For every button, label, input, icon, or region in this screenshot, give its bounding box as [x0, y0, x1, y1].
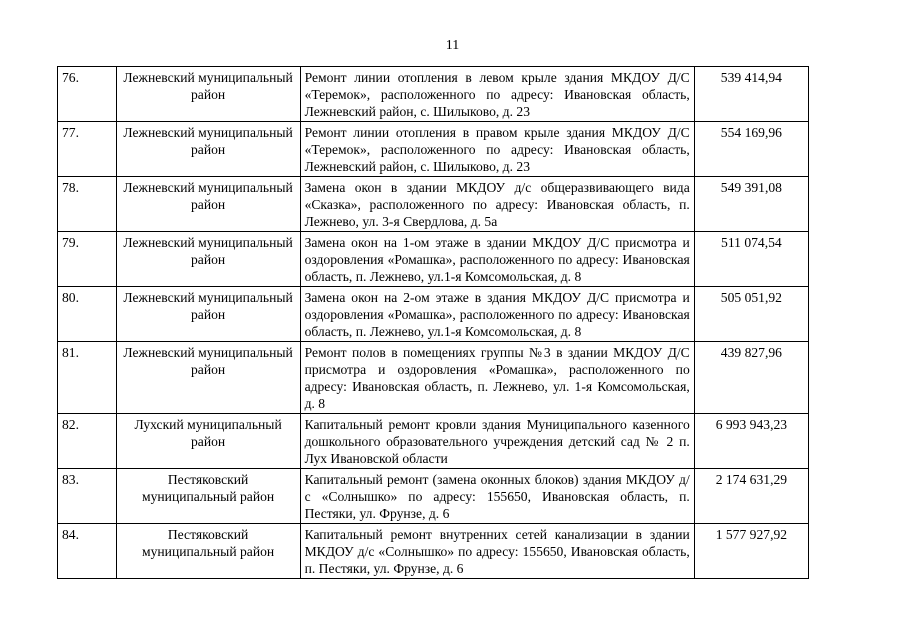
- work-description: Капитальный ремонт кровли здания Муниципального казенного дошкольного образовательного учреждения детский сад № 2 п. Лух Ивановской области: [300, 414, 694, 469]
- row-number: 76.: [58, 67, 117, 122]
- amount: 505 051,92: [694, 287, 808, 342]
- district-name: Лежневский муниципальный район: [116, 122, 300, 177]
- work-description: Ремонт полов в помещениях группы №3 в здании МКДОУ Д/С присмотра и оздоровления «Ромашка», расположенного по адресу: Ивановская область, п. Лежнево, ул. 1-я Комсомольская, д. 8: [300, 342, 694, 414]
- district-name: Лежневский муниципальный район: [116, 232, 300, 287]
- table-row: [58, 469, 809, 524]
- amount: 2 174 631,29: [694, 469, 808, 524]
- page-number: 11: [445, 38, 460, 53]
- table-row: [58, 122, 809, 177]
- table-row: [58, 177, 809, 232]
- work-description: Ремонт линии отопления в правом крыле здания МКДОУ Д/С «Теремок», расположенного по адресу: Ивановская область, Лежневский район, с. Шилыково, д. 23: [300, 122, 694, 177]
- table-row: [58, 414, 809, 469]
- row-number: 78.: [58, 177, 117, 232]
- amount: 1 577 927,92: [694, 524, 808, 579]
- district-name: Лежневский муниципальный район: [116, 342, 300, 414]
- district-name: Пестяковский муниципальный район: [116, 524, 300, 579]
- table-row: [58, 342, 809, 414]
- funding-table: [57, 66, 809, 579]
- amount: 6 993 943,23: [694, 414, 808, 469]
- work-description: Ремонт линии отопления в левом крыле здания МКДОУ Д/С «Теремок», расположенного по адресу: Ивановская область, Лежневский район, с. Шилыково, д. 23: [300, 67, 694, 122]
- row-number: 82.: [58, 414, 117, 469]
- table-row: [58, 524, 809, 579]
- table-row: [58, 232, 809, 287]
- amount: 554 169,96: [694, 122, 808, 177]
- row-number: 81.: [58, 342, 117, 414]
- row-number: 77.: [58, 122, 117, 177]
- amount: 539 414,94: [694, 67, 808, 122]
- district-name: Пестяковский муниципальный район: [116, 469, 300, 524]
- row-number: 79.: [58, 232, 117, 287]
- row-number: 80.: [58, 287, 117, 342]
- amount: 511 074,54: [694, 232, 808, 287]
- work-description: Замена окон на 1-ом этаже в здании МКДОУ Д/С присмотра и оздоровления «Ромашка», расположенного по адресу: Ивановская область, п. Лежнево, ул.1-я Комсомольская, д. 8: [300, 232, 694, 287]
- table-row: [58, 287, 809, 342]
- work-description: Капитальный ремонт (замена оконных блоков) здания МКДОУ д/с «Солнышко» по адресу: 155650, Ивановская область, п. Пестяки, ул. Фрунзе, д. 6: [300, 469, 694, 524]
- amount: 549 391,08: [694, 177, 808, 232]
- work-description: Замена окон на 2-ом этаже в здания МКДОУ Д/С присмотра и оздоровления «Ромашка», расположенного по адресу: Ивановская область, п. Лежнево, ул.1-я Комсомольская, д. 8: [300, 287, 694, 342]
- district-name: Лухский муниципальный район: [116, 414, 300, 469]
- row-number: 83.: [58, 469, 117, 524]
- district-name: Лежневский муниципальный район: [116, 67, 300, 122]
- work-description: Замена окон в здании МКДОУ д/с общеразвивающего вида «Сказка», расположенного по адресу: Ивановская область, п. Лежнево, ул. 3-я Свердлова, д. 5а: [300, 177, 694, 232]
- district-name: Лежневский муниципальный район: [116, 287, 300, 342]
- amount: 439 827,96: [694, 342, 808, 414]
- row-number: 84.: [58, 524, 117, 579]
- work-description: Капитальный ремонт внутренних сетей канализации в здании МКДОУ д/с «Солнышко» по адресу: 155650, Ивановская область, п. Пестяки, ул. Фрунзе, д. 6: [300, 524, 694, 579]
- district-name: Лежневский муниципальный район: [116, 177, 300, 232]
- table-row: [58, 67, 809, 122]
